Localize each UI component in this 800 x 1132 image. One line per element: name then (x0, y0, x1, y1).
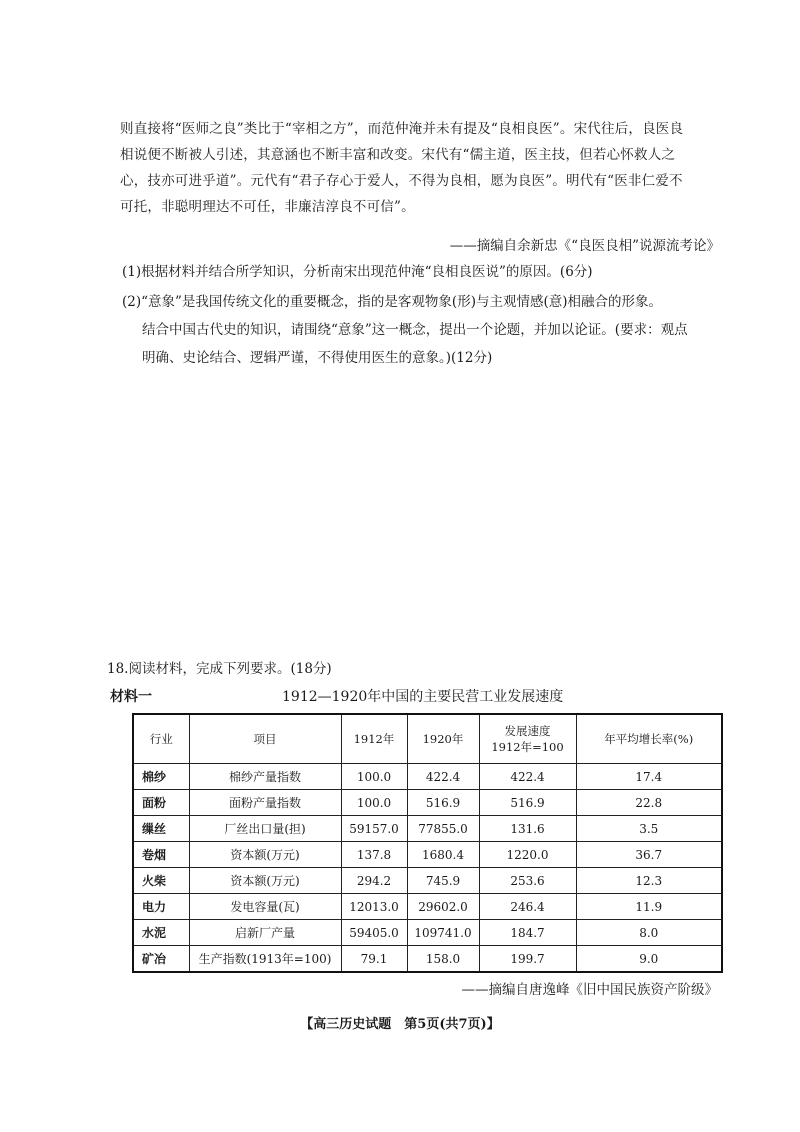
question-2-line: 明确、史论结合、逻辑严谨，不得使用医生的意象。)(12分) (142, 350, 493, 366)
cell-growth: 12.3 (576, 868, 722, 894)
table-row (133, 868, 722, 894)
cell-1920: 29602.0 (407, 894, 479, 920)
cell-1920: 77855.0 (407, 816, 479, 842)
header-industry: 行业 (133, 714, 189, 764)
cell-1912: 59405.0 (341, 920, 407, 946)
passage-line: 相说便不断被人引述，其意涵也不断丰富和改变。宋代有“儒主道，医主技，但若心怀救人之 (120, 147, 676, 163)
cell-1920: 1680.4 (407, 842, 479, 868)
question-2 (122, 288, 732, 372)
cell-1920: 158.0 (407, 946, 479, 973)
question-1-text: (1)根据材料并结合所学知识，分析南宋出现范仲淹“良相良医说”的原因。(6分) (122, 264, 593, 280)
cell-1912: 137.8 (341, 842, 407, 868)
cell-item: 资本额(万元) (189, 868, 341, 894)
cell-industry: 卷烟 (133, 842, 189, 868)
table-row (133, 764, 722, 790)
table-row (133, 894, 722, 920)
cell-1912: 100.0 (341, 790, 407, 816)
cell-industry: 缫丝 (133, 816, 189, 842)
cell-speed: 253.6 (479, 868, 576, 894)
cell-industry: 水泥 (133, 920, 189, 946)
table-row (133, 790, 722, 816)
cell-item: 启新厂产量 (189, 920, 341, 946)
cell-1920: 422.4 (407, 764, 479, 790)
passage-line: 心，技亦可进乎道”。元代有“君子存心于爱人，不得为良相，愿为良医”。明代有“医非仁爱不 (120, 173, 683, 189)
question-1 (122, 258, 732, 286)
header-1920: 1920年 (407, 714, 479, 764)
cell-industry: 面粉 (133, 790, 189, 816)
cell-item: 发电容量(瓦) (189, 894, 341, 920)
table-row (133, 920, 722, 946)
cell-growth: 22.8 (576, 790, 722, 816)
cell-item: 面粉产量指数 (189, 790, 341, 816)
cell-1912: 294.2 (341, 868, 407, 894)
header-speed (479, 714, 576, 764)
header-item: 项目 (189, 714, 341, 764)
table-row (133, 842, 722, 868)
page-footer: 【高三历史试题 第5页(共7页)】 (300, 1017, 500, 1032)
cell-speed: 516.9 (479, 790, 576, 816)
cell-growth: 11.9 (576, 894, 722, 920)
table-header-row (133, 714, 722, 764)
cell-1912: 12013.0 (341, 894, 407, 920)
cell-industry: 棉纱 (133, 764, 189, 790)
cell-speed: 1220.0 (479, 842, 576, 868)
cell-1912: 59157.0 (341, 816, 407, 842)
cell-item: 资本额(万元) (189, 842, 341, 868)
cell-speed: 131.6 (479, 816, 576, 842)
cell-1920: 516.9 (407, 790, 479, 816)
passage-line: 可托，非聪明理达不可任，非廉洁淳良不可信”。 (120, 199, 415, 215)
cell-1912: 79.1 (341, 946, 407, 973)
passage-text (120, 116, 720, 220)
cell-growth: 3.5 (576, 816, 722, 842)
table-body (133, 764, 722, 973)
cell-industry: 电力 (133, 894, 189, 920)
table-row (133, 946, 722, 973)
cell-item: 厂丝出口量(担) (189, 816, 341, 842)
cell-1920: 109741.0 (407, 920, 479, 946)
material-label: 材料一 (110, 689, 152, 705)
cell-growth: 17.4 (576, 764, 722, 790)
header-speed-line2: 1912年=100 (491, 740, 564, 754)
question-2-line: 结合中国古代史的知识，请围绕“意象”这一概念，提出一个论题，并加以论证。(要求：观点 (142, 322, 688, 338)
cell-item: 棉纱产量指数 (189, 764, 341, 790)
table-title: 1912—1920年中国的主要民营工业发展速度 (282, 689, 564, 705)
cell-industry: 火柴 (133, 868, 189, 894)
table-source: ——摘编自唐逸峰《旧中国民族资产阶级》 (461, 982, 718, 998)
industry-growth-table (132, 713, 723, 973)
cell-growth: 8.0 (576, 920, 722, 946)
cell-1920: 745.9 (407, 868, 479, 894)
cell-item: 生产指数(1913年=100) (189, 946, 341, 973)
cell-growth: 9.0 (576, 946, 722, 973)
cell-industry: 矿冶 (133, 946, 189, 973)
cell-speed: 246.4 (479, 894, 576, 920)
table-row (133, 816, 722, 842)
header-speed-line1: 发展速度 (504, 724, 551, 738)
passage-source: ——摘编自余新忠《“良医良相”说源流考论》 (449, 238, 720, 254)
header-growth: 年平均增长率(%) (576, 714, 722, 764)
cell-speed: 199.7 (479, 946, 576, 973)
cell-1912: 100.0 (341, 764, 407, 790)
header-1912: 1912年 (341, 714, 407, 764)
cell-speed: 422.4 (479, 764, 576, 790)
question-18-heading: 18.阅读材料，完成下列要求。(18分) (107, 661, 332, 677)
question-2-line: (2)“意象”是我国传统文化的重要概念，指的是客观物象(形)与主观情感(意)相融合的形象。 (122, 294, 662, 310)
cell-growth: 36.7 (576, 842, 722, 868)
passage-line: 则直接将“医师之良”类比于“宰相之方”，而范仲淹并未有提及“良相良医”。宋代往后，良医良 (120, 121, 684, 137)
cell-speed: 184.7 (479, 920, 576, 946)
